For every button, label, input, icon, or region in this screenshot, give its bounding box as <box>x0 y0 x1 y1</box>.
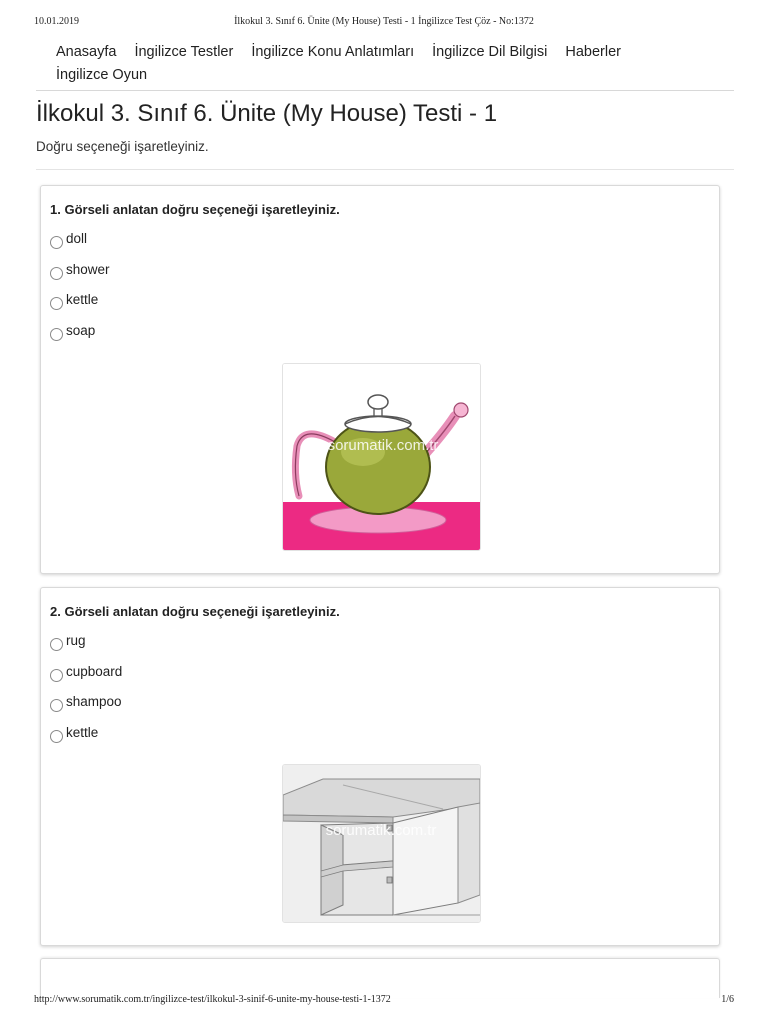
kettle-image <box>282 363 481 551</box>
nav-item-tests[interactable]: İngilizce Testler <box>134 43 234 60</box>
radio-button[interactable] <box>50 297 63 310</box>
page-title: İlkokul 3. Sınıf 6. Ünite (My House) Testi - 1 <box>36 100 498 127</box>
nav-item-home[interactable]: Anasayfa <box>56 43 117 60</box>
subtitle-divider <box>36 169 734 170</box>
print-url: http://www.sorumatik.com.tr/ingilizce-test/ilkokul-3-sinif-6-unite-my-house-testi-1-1372 <box>34 994 391 1005</box>
answer-option[interactable] <box>50 292 98 310</box>
radio-button[interactable] <box>50 236 63 249</box>
answer-option[interactable] <box>50 664 122 682</box>
radio-button[interactable] <box>50 328 63 341</box>
nav-item-topics[interactable]: İngilizce Konu Anlatımları <box>251 43 415 60</box>
print-page-number: 1/6 <box>721 994 734 1005</box>
answer-label: cupboard <box>66 664 123 679</box>
nav-item-news[interactable]: Haberler <box>565 43 621 60</box>
answer-option[interactable] <box>50 694 122 712</box>
answer-label: soap <box>66 323 96 338</box>
page-subtitle: Doğru seçeneği işaretleyiniz. <box>36 139 209 154</box>
print-date: 10.01.2019 <box>34 16 79 27</box>
question-card-2 <box>40 587 720 946</box>
print-document-title: İlkokul 3. Sınıf 6. Ünite (My House) Testi - 1 İngilizce Test Çöz - No:1372 <box>234 16 534 27</box>
answer-label: shower <box>66 262 110 277</box>
image-watermark: sorumatik.com.tr <box>325 822 437 839</box>
answer-label: shampoo <box>66 694 122 709</box>
answer-option[interactable] <box>50 725 98 743</box>
question-card-1 <box>40 185 720 574</box>
radio-button[interactable] <box>50 267 63 280</box>
nav-divider <box>36 90 734 91</box>
answer-option[interactable] <box>50 262 110 280</box>
answer-label: kettle <box>66 725 99 740</box>
answer-label: kettle <box>66 292 99 307</box>
print-footer <box>34 994 734 1008</box>
answer-label: doll <box>66 231 88 246</box>
nav-item-grammar[interactable]: İngilizce Dil Bilgisi <box>432 43 548 60</box>
radio-button[interactable] <box>50 638 63 651</box>
cupboard-image <box>282 764 481 923</box>
print-header <box>34 16 734 30</box>
radio-button[interactable] <box>50 669 63 682</box>
nav-item-games[interactable]: İngilizce Oyun <box>56 66 148 83</box>
radio-button[interactable] <box>50 730 63 743</box>
question-text: 2. Görseli anlatan doğru seçeneği işaretleyiniz. <box>50 604 340 619</box>
answer-option[interactable] <box>50 323 95 341</box>
radio-button[interactable] <box>50 699 63 712</box>
question-card-3 <box>40 958 720 998</box>
question-text: 1. Görseli anlatan doğru seçeneği işaretleyiniz. <box>50 202 340 217</box>
answer-option[interactable] <box>50 231 87 249</box>
image-watermark: sorumatik.com.tr <box>327 437 439 454</box>
answer-option[interactable] <box>50 633 86 651</box>
main-nav <box>56 40 696 86</box>
answer-label: rug <box>66 633 86 648</box>
